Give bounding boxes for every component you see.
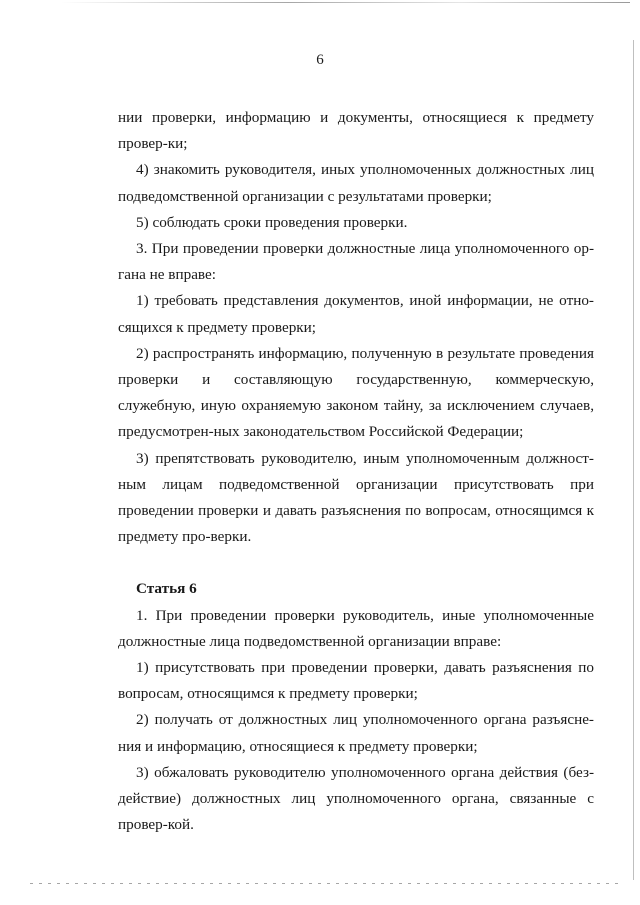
scan-edge-top bbox=[60, 2, 630, 3]
paragraph: 2) получать от должностных лиц уполномоченного органа разъясне-ния и информацию, относящиеся к предмету проверки; bbox=[118, 711, 594, 755]
paragraph: 1) требовать представления документов, иной информации, не отно-сящихся к предмету проверки; bbox=[118, 292, 594, 336]
paragraph-continuation: нии проверки, информацию и документы, относящиеся к предмету провер-ки; bbox=[118, 109, 594, 153]
paragraph: 3. При проведении проверки должностные лица уполномоченного ор-гана не вправе: bbox=[118, 240, 594, 284]
scan-edge-bottom bbox=[30, 883, 620, 884]
paragraph: 2) распространять информацию, полученную в результате проведения проверки и составляющую государственную, коммерческую, служебную, иную охраняемую законом тайну, за исключением случаев, предусмотрен-ных законодательством Российской Федерации; bbox=[118, 344, 594, 441]
document-body bbox=[118, 105, 594, 838]
article-heading: Статья 6 bbox=[136, 580, 197, 598]
paragraph: 1. При проведении проверки руководитель, иные уполномоченные должностные лица подведомственной организации вправе: bbox=[118, 606, 594, 650]
page-number: 6 bbox=[316, 52, 324, 68]
section-gap bbox=[118, 550, 594, 576]
paragraph: 3) препятствовать руководителю, иным уполномоченным должност-ным лицам подведомственной организации присутствовать при проведении проверки и давать разъяснения по вопросам, относящимся к предмету про-верки. bbox=[118, 449, 594, 546]
paragraph: 5) соблюдать сроки проведения проверки. bbox=[136, 213, 408, 231]
paragraph: 4) знакомить руководителя, иных уполномоченных должностных лиц подведомственной организации с результатами проверки; bbox=[118, 161, 594, 205]
scan-edge-right bbox=[633, 40, 634, 880]
paragraph: 3) обжаловать руководителю уполномоченного органа действия (без-действие) должностных лиц уполномоченного органа, связанные с провер-кой. bbox=[118, 763, 594, 834]
paragraph: 1) присутствовать при проведении проверки, давать разъяснения по вопросам, относящимся к предмету проверки; bbox=[118, 659, 594, 703]
